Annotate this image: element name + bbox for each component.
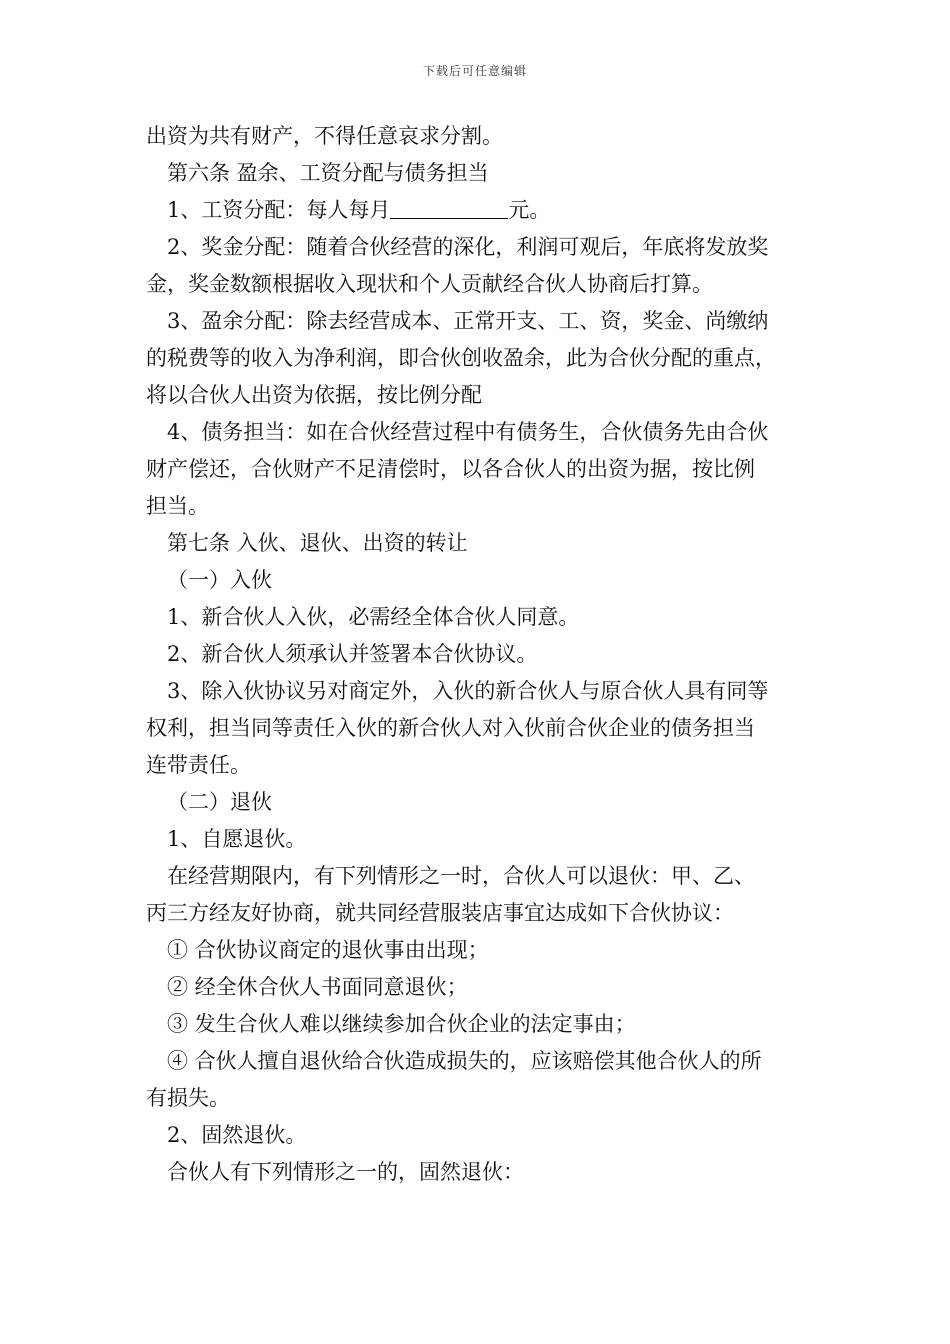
article-6-heading: 第六条 盈余、工资分配与债务担当 — [167, 161, 489, 185]
paragraph-line: 3、除入伙协议另对商定外，入伙的新合伙人与原合伙人具有同等 — [167, 679, 769, 703]
paragraph-line: 在经营期限内，有下列情形之一时，合伙人可以退伙：甲、乙、 — [167, 864, 755, 888]
paragraph-line: 2、固然退伙。 — [167, 1123, 307, 1147]
list-item: ① 合伙协议商定的退伙事由出现； — [167, 938, 489, 962]
paragraph-line: 有损失。 — [146, 1086, 230, 1110]
section-heading-join: （一）入伙 — [167, 568, 272, 592]
document-body — [146, 118, 816, 1191]
paragraph-line: 1、新合伙人入伙，必需经全体合伙人同意。 — [167, 605, 580, 629]
paragraph-line: 的税费等的收入为净利润，即合伙创收盈余，此为合伙分配的重点， — [146, 346, 776, 370]
article-7-heading: 第七条 入伙、退伙、出资的转让 — [167, 531, 468, 555]
paragraph-line: 权利，担当同等责任入伙的新合伙人对入伙前合伙企业的债务担当 — [146, 716, 755, 740]
list-item: ② 经全休合伙人书面同意退伙； — [167, 975, 468, 999]
paragraph-line: 2、新合伙人须承认并签署本合伙协议。 — [167, 642, 538, 666]
salary-clause — [146, 192, 816, 229]
paragraph-line: 担当。 — [146, 494, 209, 518]
salary-unit: 元。 — [508, 198, 551, 222]
list-item: ④ 合伙人擅自退伙给合伙造成损失的，应该赔偿其他合伙人的所 — [167, 1049, 762, 1073]
paragraph-line: 财产偿还，合伙财产不足清偿时，以各合伙人的出资为据，按比例 — [146, 457, 755, 481]
paragraph-line: 1、自愿退伙。 — [167, 827, 307, 851]
header-note: 下载后可任意编辑 — [422, 64, 527, 78]
paragraph-line: 金，奖金数额根据收入现状和个人贡献经合伙人协商后打算。 — [146, 272, 713, 296]
paragraph-line: 3、盈余分配：除去经营成本、正常开支、工、资，奖金、尚缴纳 — [167, 309, 769, 333]
salary-label: 1、工资分配：每人每月 — [167, 198, 391, 222]
paragraph-line: 将以合伙人出资为依据，按比例分配 — [146, 383, 482, 407]
paragraph-line: 合伙人有下列情形之一的，固然退伙： — [167, 1160, 524, 1184]
paragraph-line: 连带责任。 — [146, 753, 251, 777]
paragraph-line: 4、债务担当：如在合伙经营过程中有债务生，合伙债务先由合伙 — [167, 420, 769, 444]
salary-blank-field — [390, 196, 508, 219]
section-heading-withdraw: （二）退伙 — [167, 790, 272, 814]
paragraph-line: 丙三方经友好协商，就共同经营服装店事宜达成如下合伙协议： — [146, 901, 734, 925]
paragraph-line: 出资为共有财产，不得任意哀求分割。 — [146, 124, 503, 148]
list-item: ③ 发生合伙人难以继续参加合伙企业的法定事由； — [167, 1012, 636, 1036]
paragraph-line: 2、奖金分配：随着合伙经营的深化，利润可观后，年底将发放奖 — [167, 235, 769, 259]
